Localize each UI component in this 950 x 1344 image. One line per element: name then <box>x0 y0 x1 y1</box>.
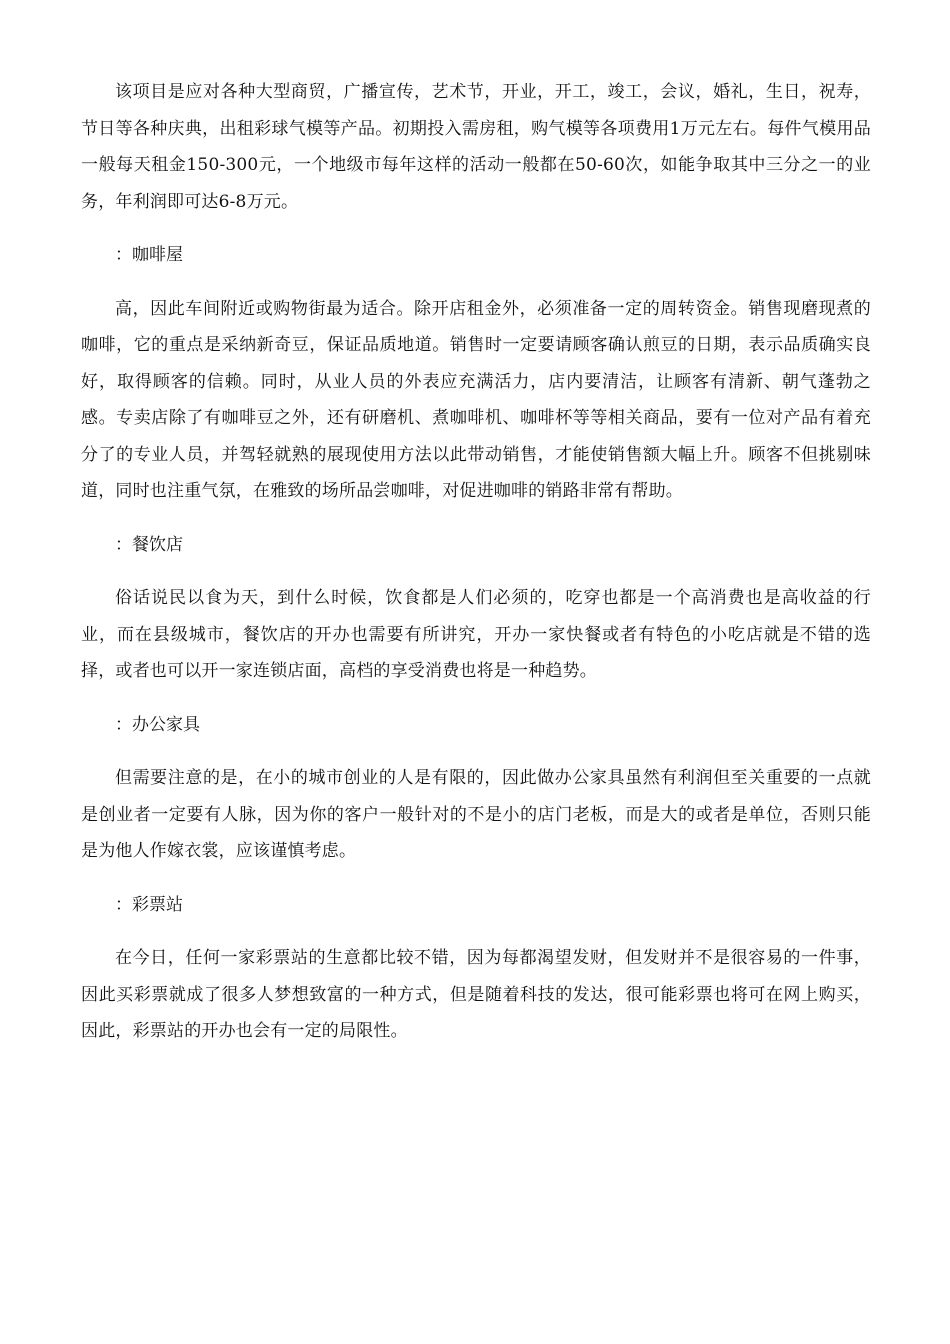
document-page <box>81 74 871 1067</box>
section-heading-office-furniture: ：办公家具 <box>115 714 200 735</box>
intro-paragraph: 该项目是应对各种大型商贸，广播宣传，艺术节，开业，开工，竣工，会议，婚礼，生日，祝寿，节日等各种庆典，出租彩球气模等产品。初期投入需房租，购气模等各项费用1万元左右。每件气模用品一般每天租金150-300元，一个地级市每年这样的活动一般都在50-60次，如能争取其中三分之一的业务，年利润即可达6-8万元。 <box>81 82 871 212</box>
section-heading-lottery: ：彩票站 <box>115 894 183 915</box>
section-heading-coffee: ：咖啡屋 <box>115 245 183 265</box>
section-heading-restaurant: ：餐饮店 <box>115 534 183 555</box>
section-body-coffee: 高，因此车间附近或购物街最为适合。除开店租金外，必须准备一定的周转资金。销售现磨现煮的咖啡，它的重点是采纳新奇豆，保证品质地道。销售时一定要请顾客确认煎豆的日期，表示品质确实良好，取得顾客的信赖。同时，从业人员的外表应充满活力，店内要清洁，让顾客有清新、朝气蓬勃之感。专卖店除了有咖啡豆之外，还有研磨机、煮咖啡机、咖啡杯等等相关商品，要有一位对产品有着充分了的专业人员，并驾轻就熟的展现使用方法以此带动销售，才能使销售额大幅上升。顾客不但挑剔味道，同时也注重气氛，在雅致的场所品尝咖啡，对促进咖啡的销路非常有帮助。 <box>81 298 871 501</box>
section-body-office-furniture: 但需要注意的是，在小的城市创业的人是有限的，因此做办公家具虽然有利润但至关重要的一点就是创业者一定要有人脉，因为你的客户一般针对的不是小的店门老板，而是大的或者是单位，否则只能是为他人作嫁衣裳，应该谨慎考虑。 <box>81 768 871 861</box>
section-body-lottery: 在今日，任何一家彩票站的生意都比较不错，因为每都渴望发财，但发财并不是很容易的一件事，因此买彩票就成了很多人梦想致富的一种方式，但是随着科技的发达，很可能彩票也将可在网上购买，因此，彩票站的开办也会有一定的局限性。 <box>81 948 871 1041</box>
section-body-restaurant: 俗话说民以食为天，到什么时候，饮食都是人们必须的，吃穿也都是一个高消费也是高收益的行业，而在县级城市，餐饮店的开办也需要有所讲究，开办一家快餐或者有特色的小吃店就是不错的选择，或者也可以开一家连锁店面，高档的享受消费也将是一种趋势。 <box>81 588 871 681</box>
